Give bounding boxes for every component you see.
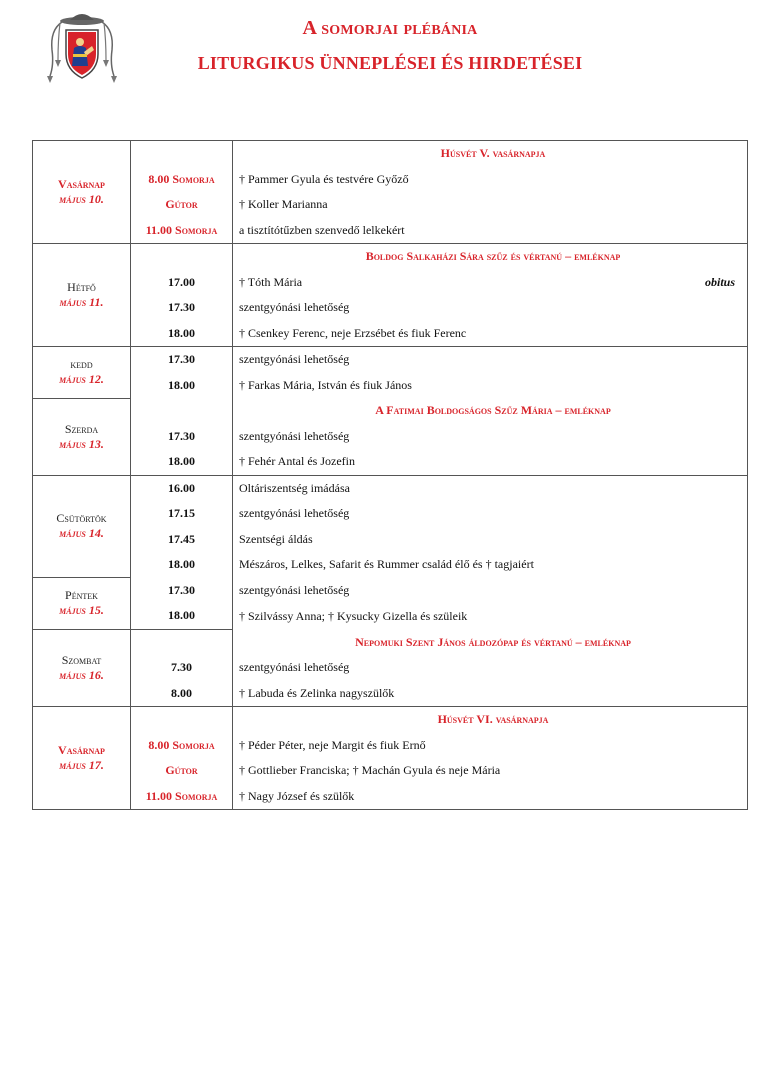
intention-cell: Szentségi áldás: [233, 527, 748, 553]
intention-cell: † Farkas Mária, István és fiuk János: [233, 373, 748, 399]
table-row: [33, 501, 748, 527]
time-cell: 17.00: [131, 270, 233, 296]
table-row: [33, 629, 748, 655]
time-cell: 17.30: [131, 347, 233, 373]
table-row: [33, 424, 748, 450]
table-row: [33, 244, 748, 270]
time-cell: 18.00: [131, 552, 233, 578]
day-date: május 17.: [59, 758, 104, 772]
intention-cell: szentgyónási lehetőség: [233, 424, 748, 450]
table-row: [33, 578, 748, 604]
intention-cell: Oltáriszentség imádása: [233, 475, 748, 501]
day-date: május 14.: [59, 526, 104, 541]
day-date: május 16.: [59, 667, 104, 682]
day-date: május 11.: [59, 295, 104, 309]
time-cell: 8.00 Somorja: [131, 167, 233, 193]
day-cell: [33, 347, 131, 399]
page-title: A somorjai plébánia: [302, 17, 478, 39]
time-cell: Gútor: [131, 758, 233, 784]
day-cell: [33, 707, 131, 810]
day-name: Csütörtök: [56, 511, 107, 526]
table-row: [33, 552, 748, 578]
day-cell: [33, 398, 131, 475]
parish-crest-icon: [44, 10, 120, 84]
table-row: [33, 603, 748, 629]
intention-cell: † Fehér Antal és Jozefin: [233, 449, 748, 475]
day-name: Vasárnap: [58, 177, 105, 191]
table-row: [33, 295, 748, 321]
day-date: május 10.: [59, 192, 104, 206]
time-cell: 17.30: [131, 424, 233, 450]
table-row: [33, 398, 748, 424]
day-name: Vasárnap: [58, 743, 105, 757]
table-row: [33, 758, 748, 784]
intention-cell: † Pammer Gyula és testvére Győző: [233, 167, 748, 193]
time-cell: 7.30: [131, 655, 233, 681]
table-row: [33, 475, 748, 501]
day-date: május 12.: [59, 372, 104, 387]
feast-title: Húsvét V. vasárnapja: [233, 141, 748, 167]
table-row: [33, 218, 748, 244]
intention-note: obitus: [704, 274, 735, 289]
day-cell: [33, 578, 131, 630]
time-cell: 11.00 Somorja: [131, 784, 233, 810]
time-cell: 17.30: [131, 578, 233, 604]
time-cell: 18.00: [131, 321, 233, 347]
time-cell: 17.15: [131, 501, 233, 527]
day-date: május 15.: [59, 603, 104, 618]
table-row: [33, 733, 748, 759]
intention-cell: † Szilvássy Anna; † Kysucky Gizella és szüleik: [233, 603, 748, 629]
day-cell: [33, 141, 131, 244]
time-cell: Gútor: [131, 192, 233, 218]
table-row: [33, 321, 748, 347]
day-name: Péntek: [65, 588, 98, 603]
intention-cell: † Labuda és Zelinka nagyszülők: [233, 681, 748, 707]
day-cell: [33, 629, 131, 707]
intention-cell: szentgyónási lehetőség: [233, 501, 748, 527]
table-row: [33, 192, 748, 218]
intention-text: † Tóth Mária: [239, 274, 303, 289]
liturgy-schedule-table: [32, 140, 748, 810]
table-row: [33, 270, 748, 296]
time-cell: 16.00: [131, 475, 233, 501]
day-name: Hétfő: [67, 280, 96, 294]
intention-cell: † Gottlieber Franciska; † Machán Gyula és neje Mária: [233, 758, 748, 784]
time-cell: 8.00: [131, 681, 233, 707]
table-row: [33, 527, 748, 553]
day-name: kedd: [70, 357, 93, 372]
day-name: Szerda: [64, 421, 99, 436]
page-subtitle: LITURGIKUS ÜNNEPLÉSEI ÉS HIRDETÉSEI: [197, 53, 583, 73]
intention-cell: † Csenkey Ferenc, neje Erzsébet és fiuk Ferenc: [233, 321, 748, 347]
table-row: [33, 449, 748, 475]
table-row: [33, 681, 748, 707]
feast-title: Boldog Salkaházi Sára szűz és vértanú – emléknap: [233, 244, 748, 270]
day-cell: [33, 244, 131, 347]
table-row: [33, 373, 748, 399]
day-name: Szombat: [61, 652, 102, 667]
time-cell: 17.45: [131, 527, 233, 553]
time-cell: 11.00 Somorja: [131, 218, 233, 244]
time-cell: 18.00: [131, 603, 233, 629]
table-row: [33, 141, 748, 167]
intention-cell: szentgyónási lehetőség: [233, 295, 748, 321]
intention-cell: † Nagy József és szülők: [233, 784, 748, 810]
feast-title: A Fatimai Boldogságos Szűz Mária – emléknap: [233, 398, 748, 424]
day-cell: [33, 475, 131, 578]
table-row: [33, 347, 748, 373]
intention-cell: szentgyónási lehetőség: [233, 655, 748, 681]
table-row: [33, 167, 748, 193]
table-row: [33, 707, 748, 733]
intention-cell: † Koller Marianna: [233, 192, 748, 218]
time-cell: 8.00 Somorja: [131, 733, 233, 759]
day-date: május 13.: [59, 436, 104, 451]
time-cell: 17.30: [131, 295, 233, 321]
intention-cell: szentgyónási lehetőség: [233, 347, 748, 373]
feast-title: Nepomuki Szent János áldozópap és vértanú – emléknap: [233, 629, 748, 655]
time-cell: 18.00: [131, 373, 233, 399]
intention-cell: a tisztítótűzben szenvedő lelkekért: [233, 218, 748, 244]
intention-cell: [233, 270, 748, 296]
intention-cell: szentgyónási lehetőség: [233, 578, 748, 604]
intention-cell: † Péder Péter, neje Margit és fiuk Ernő: [233, 733, 748, 759]
intention-cell: Mészáros, Lelkes, Safarit és Rummer család élő és † tagjaiért: [233, 552, 748, 578]
table-row: [33, 784, 748, 810]
time-cell: 18.00: [131, 449, 233, 475]
feast-title: Húsvét VI. vasárnapja: [233, 707, 748, 733]
table-row: [33, 655, 748, 681]
